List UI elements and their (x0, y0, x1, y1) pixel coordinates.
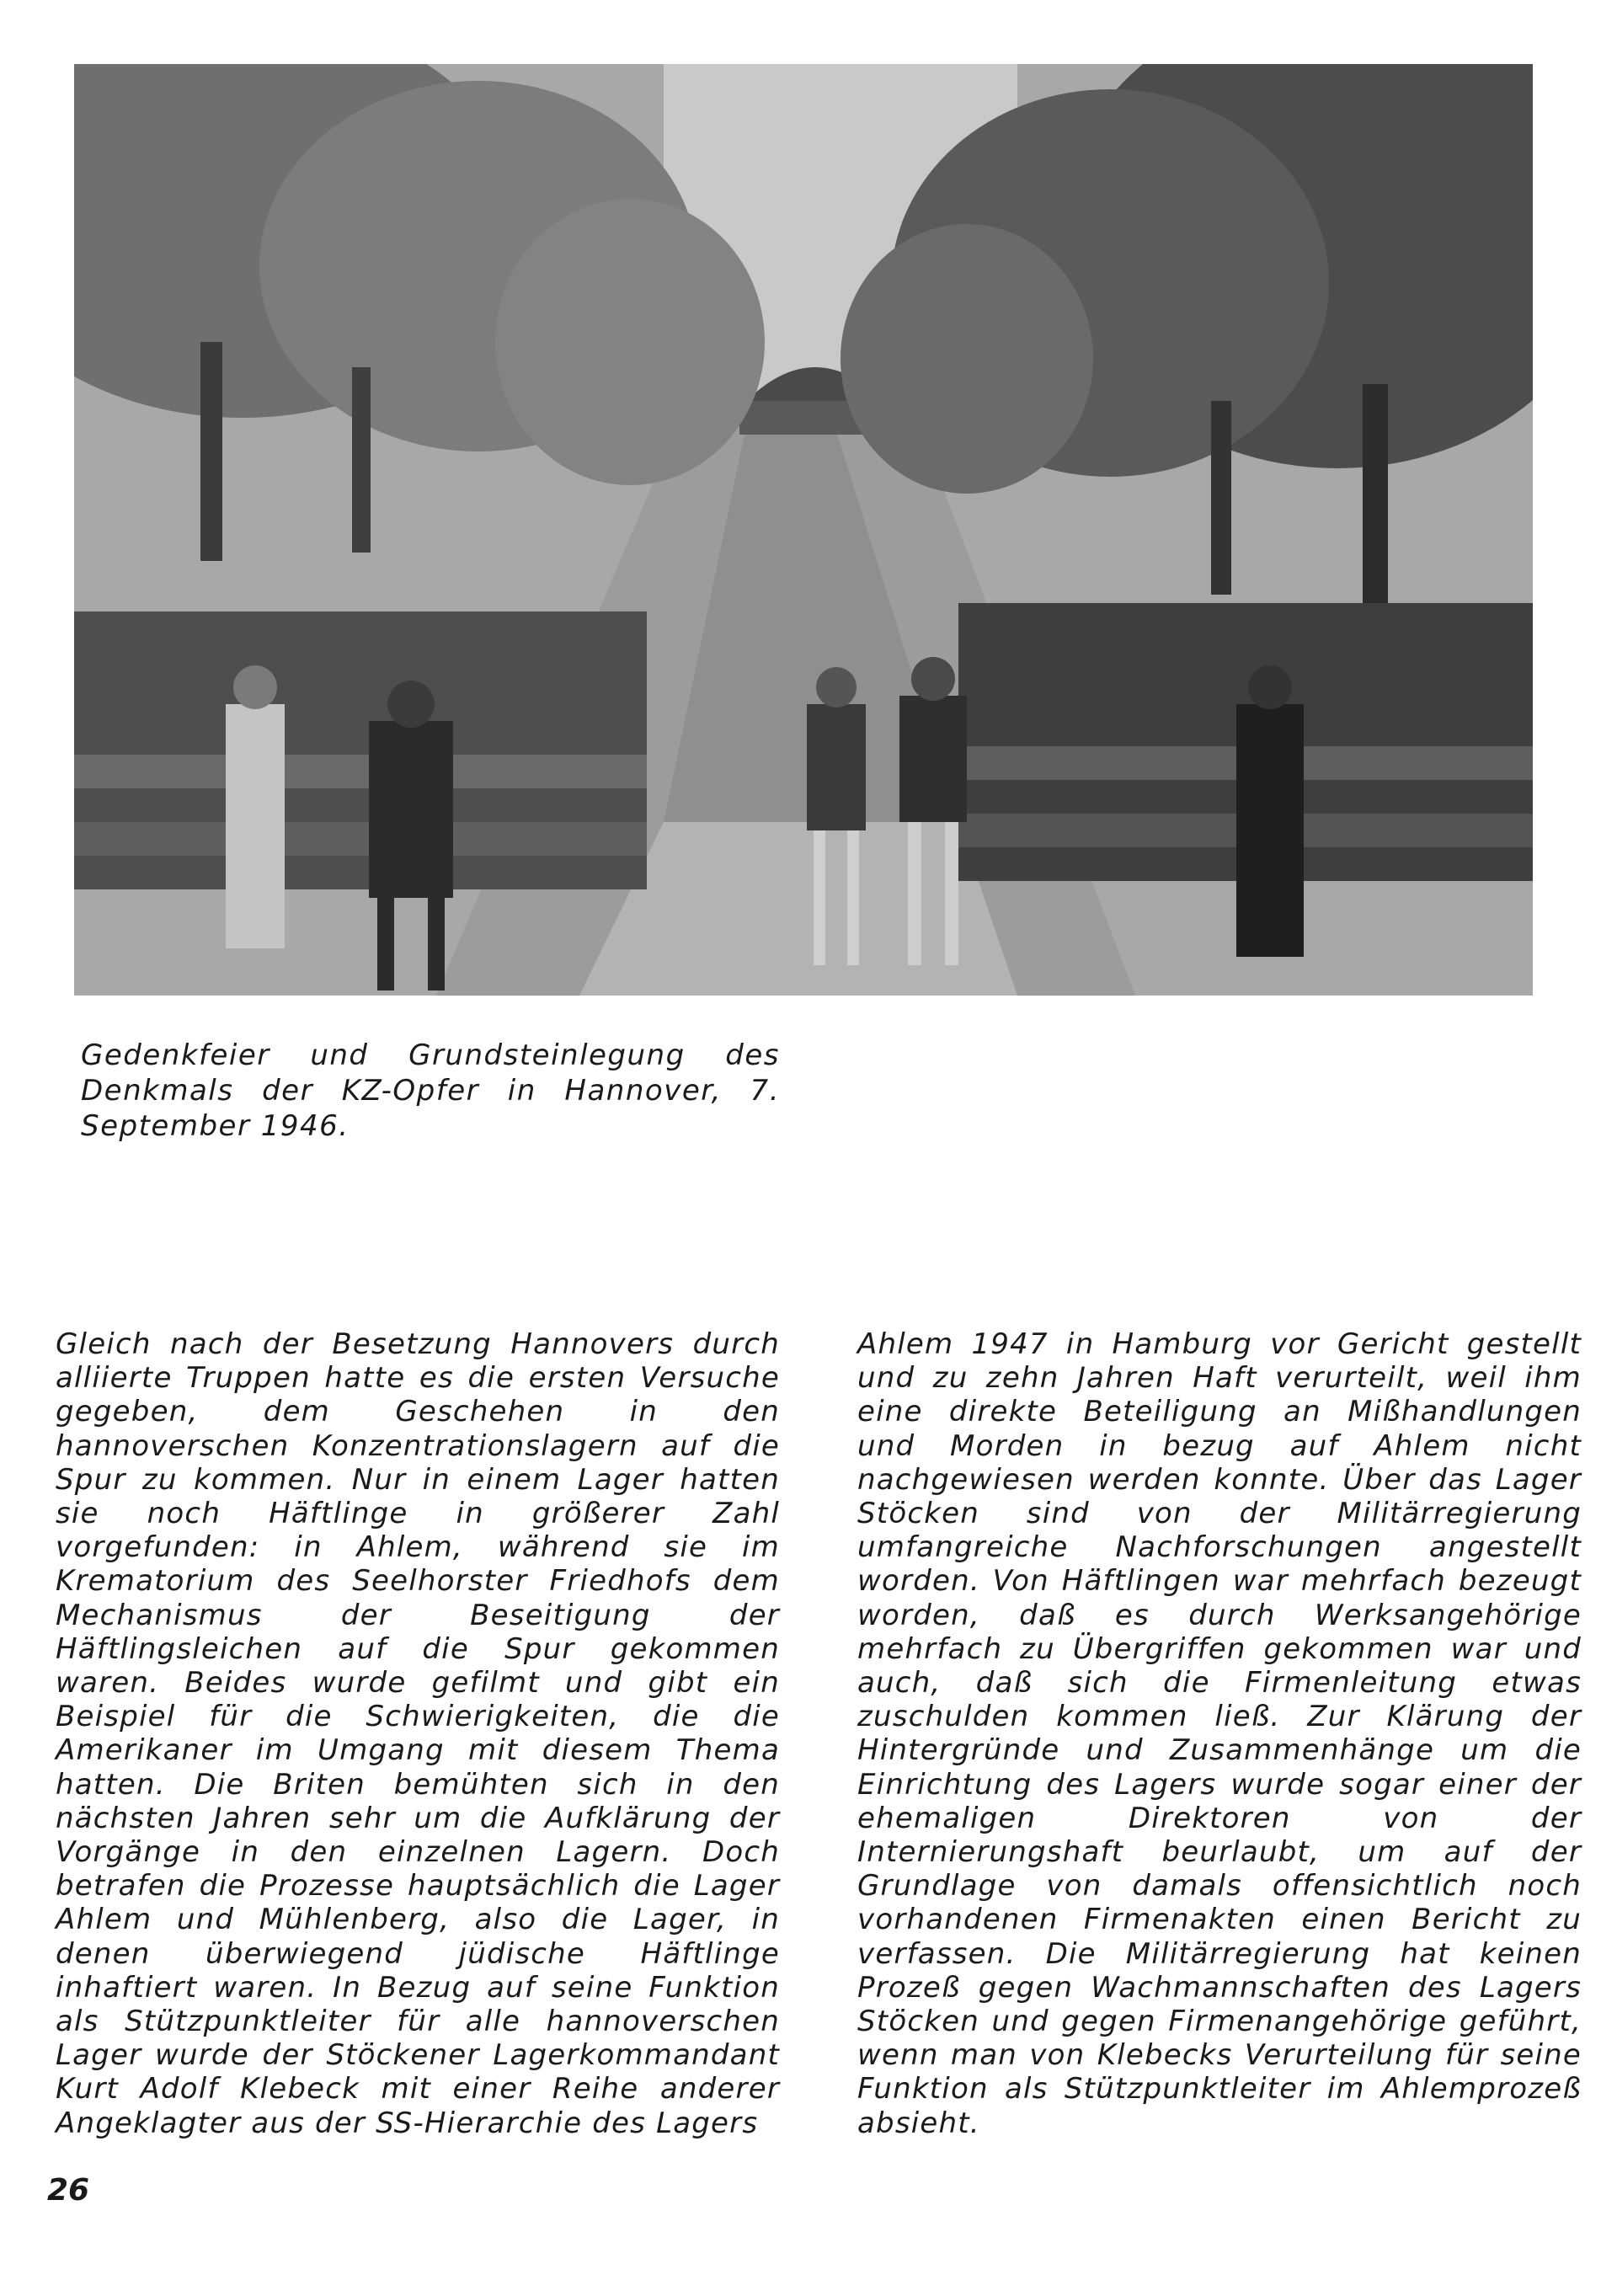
page-number: 26 (47, 2173, 90, 2208)
body-text-column-right: Ahlem 1947 in Hamburg vor Gericht gestellt und zu zehn Jahren Haft verurteilt, weil ihm eine direkte Beteiligung an Mißhandlungen und Morden in bezug auf Ahlem nicht nachgewiesen werden konnte. Über das Lager Stöcken sind von der Militärregierung umfangreiche Nachforschungen angestellt worden. Von Häftlingen war mehrfach bezeugt worden, daß es durch Werksangehörige mehrfach zu Übergriffen gekommen war und auch, daß sich die Firmenleitung etwas zuschulden kommen ließ. Zur Klärung der Hintergründe und Zusammenhänge um die Einrichtung des Lagers wurde sogar einer der ehemaligen Direktoren von der Internierungshaft beurlaubt, um auf der Grundlage von damals offensichtlich noch vorhandenen Firmenakten einen Bericht zu verfassen. Die Militärregierung hat keinen Prozeß gegen Wachmannschaften des Lagers Stöcken und gegen Firmenangehörige geführt, wenn man von Klebecks Verurteilung für seine Funktion als Stützpunktleiter im Ahlemprozeß absieht. (857, 1327, 1582, 2140)
memorial-ceremony-photo (74, 64, 1533, 996)
body-text-column-left: Gleich nach der Besetzung Hannovers durch alliierte Truppen hatte es die ersten Versuche gegeben, dem Geschehen in den hannoverschen Konzentrationslagern auf die Spur zu kommen. Nur in einem Lager hatten sie noch Häftlinge in größerer Zahl vorgefunden: in Ahlem, während sie im Krematorium des Seelhorster Friedhofs dem Mechanismus der Beseitigung der Häftlingsleichen auf die Spur gekommen waren. Beides wurde gefilmt und gibt ein Beispiel für die Schwierigkeiten, die die Amerikaner im Umgang mit diesem Thema hatten. Die Briten bemühten sich in den nächsten Jahren sehr um die Aufklärung der Vorgänge in den einzelnen Lagern. Doch betrafen die Prozesse hauptsächlich die Lager Ahlem und Mühlenberg, also die Lager, in denen überwiegend jüdische Häftlinge inhaftiert waren. In Bezug auf seine Funktion als Stützpunktleiter für alle hannoverschen Lager wurde der Stöckener Lagerkommandant Kurt Adolf Klebeck mit einer Reihe anderer Angeklagter aus der SS-Hierarchie des Lagers (56, 1327, 780, 2140)
photo-illustration (74, 64, 1533, 996)
photo-caption: Gedenkfeier und Grundsteinlegung des Denkmals der KZ-Opfer in Hannover, 7. September 1946. (81, 1039, 780, 1143)
